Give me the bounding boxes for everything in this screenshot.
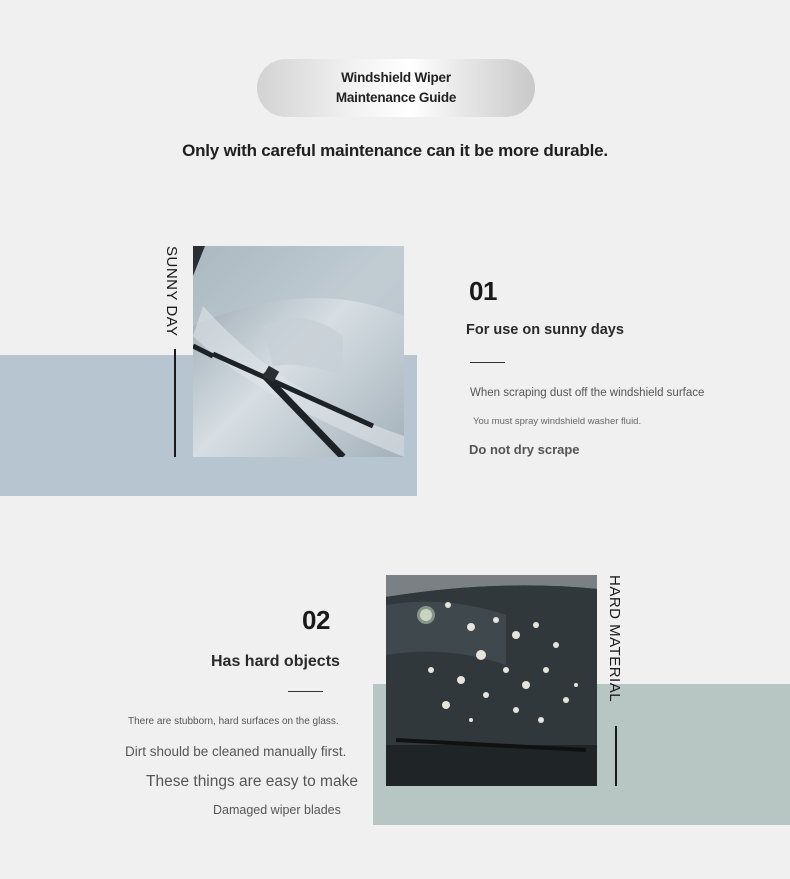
section-2-windshield-photo <box>386 575 597 786</box>
section-2-vertical-line <box>615 726 617 786</box>
section-1-number: 01 <box>469 276 497 306</box>
section-2-vertical-label: HARD MATERIAL <box>606 575 623 703</box>
section-2-heading: Has hard objects <box>211 653 340 670</box>
section-2-text-line: There are stubborn, hard surfaces on the glass. <box>128 716 339 727</box>
section-2-divider <box>288 691 323 692</box>
section-2-text-line: Dirt should be cleaned manually first. <box>125 744 347 759</box>
section-2-number: 02 <box>302 605 330 635</box>
section-1-vertical-line <box>174 349 176 457</box>
section-1-text-line: Do not dry scrape <box>469 442 580 457</box>
section-2-text-line: Damaged wiper blades <box>213 803 341 817</box>
page-subtitle: Only with careful maintenance can it be more durable. <box>182 141 608 160</box>
section-1-text-line: You must spray windshield washer fluid. <box>473 416 642 427</box>
page-title: Windshield Wiper Maintenance Guide <box>335 70 457 105</box>
section-1-heading: For use on sunny days <box>466 322 624 338</box>
dirty-windshield-illustration <box>386 575 597 786</box>
section-1-text-line: When scraping dust off the windshield surface <box>470 387 705 399</box>
section-1-windshield-photo <box>193 246 404 457</box>
section-2-text-line: These things are easy to make <box>146 773 358 790</box>
title-pill <box>257 59 535 117</box>
section-1-vertical-label: SUNNY DAY <box>163 246 180 337</box>
section-1-divider <box>470 362 505 363</box>
windshield-wiper-illustration <box>193 246 404 457</box>
